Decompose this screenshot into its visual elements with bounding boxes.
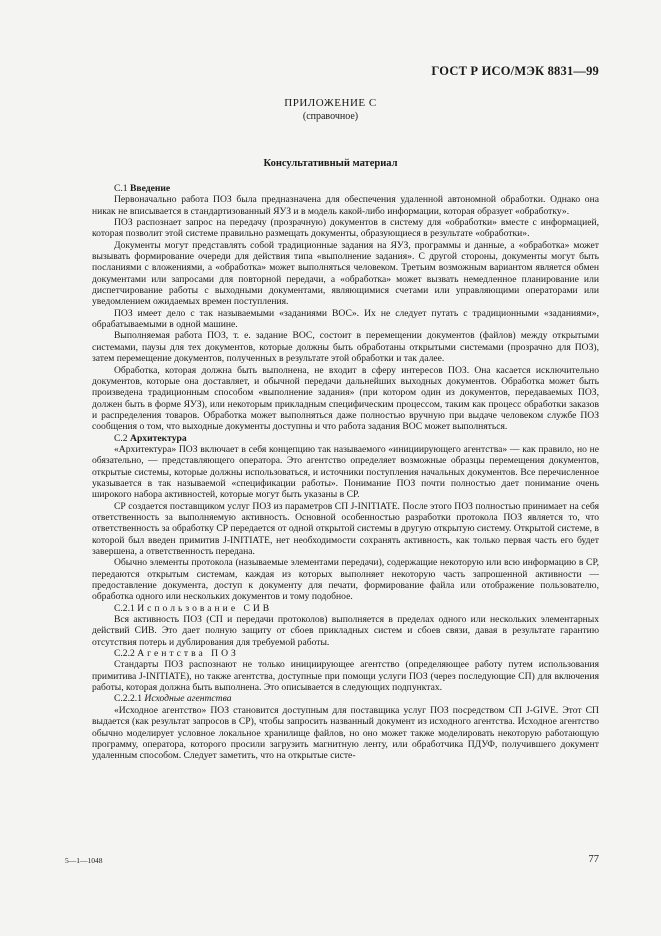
page-number: 77: [588, 854, 599, 865]
section-title: Консультативный материал: [263, 158, 398, 169]
paragraph: Вся активность ПОЗ (СП и передачи протоколов) выполняется в пределах одного или нескольких элементарных действий СИВ. Это дает полную защиту от сбоев прикладных систем и сбоев связи, давая в результате гарантию отсутствия потерь и дублирования для требуемой работы.: [92, 614, 599, 648]
subsection-number: С.1: [114, 183, 128, 194]
print-code: 5—1—1048: [65, 856, 103, 865]
paragraph: ПОЗ распознает запрос на передачу (прозрачную) документов в систему для «обработки» вместе с информацией, которая позволит этой системе правильно размещать документы, образующиеся в результате «обработки».: [92, 217, 599, 240]
subsection-number: С.2.1: [114, 602, 135, 614]
standard-code: ГОСТ Р ИСО/МЭК 8831—99: [431, 64, 599, 78]
paragraph: Первоначально работа ПОЗ была предназначена для обеспечения удаленной автономной обработки. Однако она никак не вписывается в стандартизованный ЯУЗ и в модель какой-либо информации, которая образует «обработку».: [92, 194, 599, 217]
subsection-heading: [92, 183, 599, 194]
subsection-heading: [92, 693, 599, 704]
paragraph: Обычно элементы протокола (называемые элементами передачи), содержащие некоторую или всю информацию в СР, передаются открытым системам, каждая из которых выполняет некоторую часть запрошенной активности — предоставление документа, доступ к документу для печати, формирование файла или отображение пользователю, обработка одного или нескольких документов и тому подобное.: [92, 557, 599, 603]
paragraph: Обработка, которая должна быть выполнена, не входит в сферу интересов ПОЗ. Она касается исключительно документов, которые она доставляет, и обычной передачи дальнейших выходных документов. Обработка может быть произведена традиционным способом «выполнение задания» (при котором один из документов, передаваемых ПОЗ, должен быть в форме ЯУЗ), или некоторым прикладным специфическим процессом, таким как процесс обработки заказов и распределения товаров. Обработка может выполняться даже полностью вручную при выдаче человеком службе ПОЗ сообщения о том, что выходные документы доступны и что работа задания ВОС может выполняться.: [92, 364, 599, 433]
paragraph: «Исходное агентство» ПОЗ становится доступным для поставщика услуг ПОЗ посредством СП J-GIVE. Этот СП выдается (как результат запросов в СР), чтобы запросить названный документ из исходного агентства. Исходное агентство обычно моделирует условное локальное хранилище файлов, но оно может также моделировать некоторую работающую программу, оператора, которого просили загрузить магнитную ленту, или обработчика ПДУФ, получившего документ удаленным способом. Следует заметить, что на открытые систе-: [92, 704, 599, 762]
paragraph: СР создается поставщиком услуг ПОЗ из параметров СП J-INITIATE. После этого ПОЗ полностью принимает на себя ответственность за выполняемую активность. Основной особенностью разработки протокола ПОЗ является то, что ответственность за обработку СР передается от одной открытой системы в другую открытую систему. Открытой системе, в которой был введен примитив J-INITIATE, нет необходимости сохранять активность, как только первая часть его будет завершена, а ответственность передана.: [92, 500, 599, 557]
subsection-title: Агентства ПОЗ: [137, 648, 239, 660]
subsection-number: С.2: [114, 432, 128, 444]
document-body: [92, 183, 599, 762]
subsection-heading: [92, 603, 599, 614]
subsection-title: Исходные агентства: [144, 693, 232, 705]
paragraph: Стандарты ПОЗ распознают не только инициирующее агентство (определяющее работу путем использования примитива J-INITIATE), но также агентства, доступные при помощи услуги ПОЗ (через последующие СП) для включения работы, которая должна быть выполнена. Это описывается в следующих подпунктах.: [92, 659, 599, 694]
subsection-number: С.2.2.1: [114, 693, 142, 705]
subsection-heading: [92, 648, 599, 659]
paragraph: ПОЗ имеет дело с так называемыми «заданиями ВОС». Их не следует путать с традиционными «заданиями», обрабатываемыми в одной машине.: [92, 307, 599, 331]
subsection-number: С.2.2: [114, 648, 135, 660]
appendix-subtitle: (справочное): [302, 111, 359, 122]
appendix-title: ПРИЛОЖЕНИЕ С: [284, 97, 377, 109]
paragraph: Документы могут представлять собой традиционные задания на ЯУЗ, программы и данные, а «обработка» может вызывать формирование очереди для действия типа «выполнение задания». С другой стороны, документы могут быть посланиями с вложениями, а «обработка» может выполняться человеком. Третьим возможным вариантом является обмен документами или запросами для повторной передачи, а «обработка» может вызвать немедленное планирование или диспетчирование работы с выходными документами, являющимися счетами или управляющими операторами или уведомлением ожидаемых времен поступления.: [92, 239, 599, 308]
subsection-heading: [92, 433, 599, 444]
subsection-title: Использование СИВ: [137, 602, 273, 614]
paragraph: Выполняемая работа ПОЗ, т. е. задание ВОС, состоит в перемещении документов (файлов) между открытыми системами, паузы для тех документов, которые должны быть обработаны открытыми системами (прозрачно для ПОЗ), затем перемещение документов, полученных в результате этой обработки и так далее.: [92, 330, 599, 365]
subsection-title: Введение: [130, 183, 171, 194]
subsection-title: Архитектура: [130, 432, 187, 444]
paragraph: «Архитектура» ПОЗ включает в себя концепцию так называемого «инициирующего агентства» — как правило, но не обязательно, — представляющего оператора. Это агентство определяет возможные образцы перемещения документов, открытые системы, которые должны использоваться, и источники поступления начальных документов. Все перечисленное указывается в так называемой «спецификации работы». Понимание ПОЗ почти полностью дает понимание очень широкого набора активностей, которые могут быть указаны в СР.: [92, 443, 599, 501]
